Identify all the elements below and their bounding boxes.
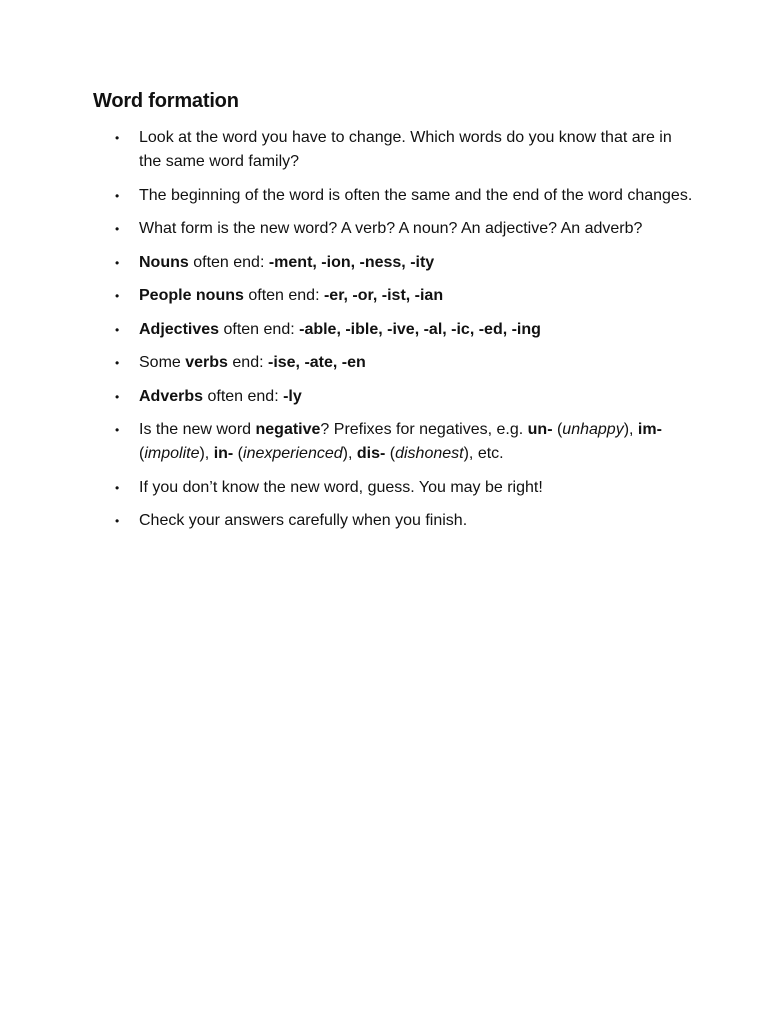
text-run: ( <box>233 445 244 462</box>
list-item <box>93 351 693 375</box>
text-run: ( <box>139 445 145 462</box>
text-run: Look at the word you have to change. Which words do you know that are in the same word family? <box>139 129 672 170</box>
document-page <box>93 88 693 543</box>
text-run: often end: <box>219 320 300 338</box>
bullet-icon: • <box>115 514 120 528</box>
text-run: ), <box>342 445 357 462</box>
italic-text: impolite <box>144 445 200 462</box>
bold-text: verbs <box>185 354 228 371</box>
text-run: end: <box>227 354 268 371</box>
list-item <box>93 284 693 308</box>
list-item <box>93 251 693 275</box>
bold-text: -ment, -ion, -ness, -ity <box>268 253 435 271</box>
text-run: The beginning of the word is often the same and the end of the word changes. <box>139 186 693 204</box>
list-item <box>93 318 693 342</box>
text-run: ), <box>199 445 214 462</box>
text-run: ? Prefixes for negatives, e.g. <box>320 421 528 438</box>
text-run: Check your answers carefully when you finish. <box>139 512 468 529</box>
list-item <box>93 476 693 500</box>
italic-text: dishonest <box>395 445 464 462</box>
bullet-icon: • <box>115 322 120 337</box>
bold-text: negative <box>255 421 321 438</box>
list-item <box>93 509 693 533</box>
tips-list <box>93 126 693 533</box>
text-run: often end: <box>243 287 324 304</box>
bold-text: im- <box>637 421 662 438</box>
text-run: often end: <box>203 387 284 405</box>
bullet-icon: • <box>115 131 120 145</box>
italic-text: inexperienced <box>243 445 343 462</box>
list-item <box>93 126 693 174</box>
bold-text: Adjectives <box>139 320 220 338</box>
bold-text: -able, -ible, -ive, -al, -ic, -ed, -ing <box>299 320 541 338</box>
bold-text: People nouns <box>139 287 244 304</box>
bold-text: Adverbs <box>139 387 204 405</box>
text-run: Is the new word <box>139 421 256 438</box>
list-item <box>93 385 693 409</box>
text-run: ( <box>385 445 396 462</box>
list-item <box>93 418 693 466</box>
text-run: often end: <box>188 253 269 271</box>
text-run: ), <box>623 421 638 438</box>
bold-text: Nouns <box>139 253 189 271</box>
bold-text: un- <box>527 421 553 438</box>
text-run: What form is the new word? A verb? A noun? An adjective? An adverb? <box>139 220 643 237</box>
bold-text: -ise, -ate, -en <box>267 354 366 371</box>
text-run: Some <box>139 354 186 371</box>
document-title: Word formation <box>93 90 239 112</box>
list-item <box>93 184 693 208</box>
italic-text: unhappy <box>562 421 624 438</box>
text-run: ), etc. <box>463 445 504 462</box>
bullet-icon: • <box>115 188 120 203</box>
bullet-icon: • <box>115 356 120 370</box>
bold-text: -ly <box>283 387 302 405</box>
bullet-icon: • <box>115 423 120 437</box>
bold-text: in- <box>213 445 234 462</box>
bold-text: -er, -or, -ist, -ian <box>323 287 444 304</box>
bold-text: dis- <box>356 445 386 462</box>
bullet-icon: • <box>115 289 120 303</box>
bullet-icon: • <box>115 255 120 270</box>
text-run: ( <box>552 421 563 438</box>
text-run: If you don’t know the new word, guess. You may be right! <box>139 478 543 496</box>
bullet-icon: • <box>115 389 120 404</box>
bullet-icon: • <box>115 480 120 495</box>
list-item <box>93 217 693 241</box>
bullet-icon: • <box>115 222 120 236</box>
